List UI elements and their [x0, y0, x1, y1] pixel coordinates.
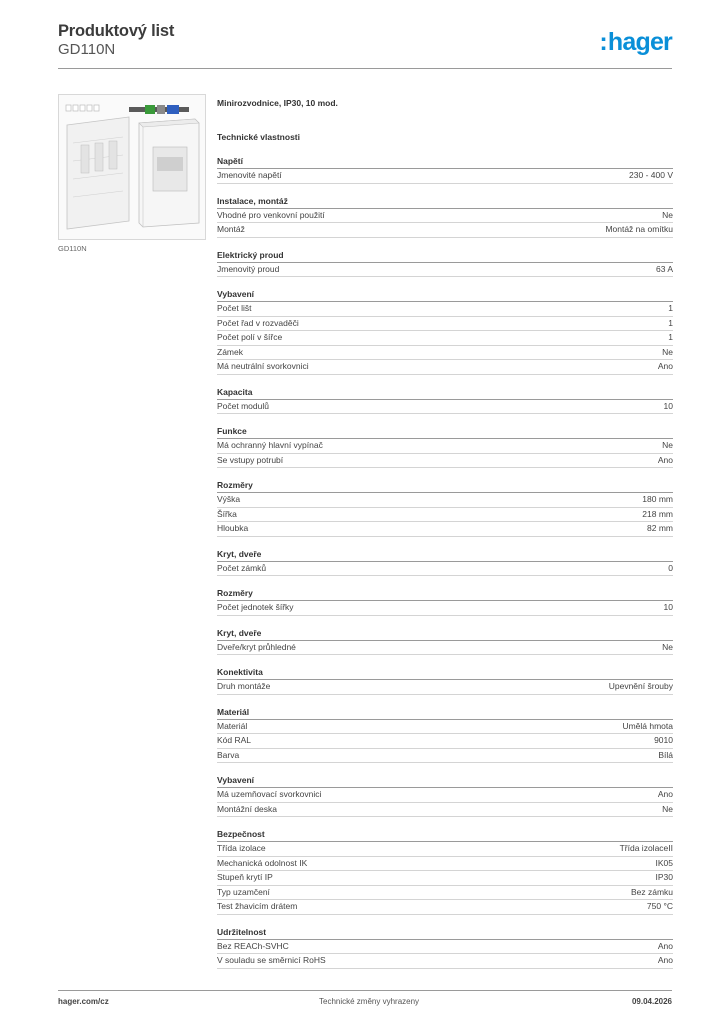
spec-section — [217, 627, 673, 656]
spec-value: 1 — [668, 332, 673, 342]
spec-label: Druh montáže — [217, 681, 271, 691]
spec-label: Vhodné pro venkovní použití — [217, 209, 325, 220]
hager-logo-text: hager — [607, 28, 672, 56]
spec-value: Třída izolaceII — [619, 843, 673, 853]
spec-value: 9010 — [654, 735, 673, 745]
spec-label: Počet zámků — [217, 562, 267, 573]
spec-value: 1 — [668, 303, 673, 313]
spec-label: Počet modulů — [217, 400, 269, 411]
spec-label: Hloubka — [217, 523, 249, 533]
spec-value: Ano — [657, 789, 673, 799]
spec-value: Ano — [657, 454, 673, 465]
spec-label: Materiál — [217, 720, 248, 731]
spec-label: Stupeň krytí IP — [217, 872, 273, 882]
spec-label: Třída izolace — [217, 843, 266, 853]
spec-section — [217, 548, 673, 577]
spec-section — [217, 926, 673, 969]
spec-row — [217, 263, 673, 278]
spec-row — [217, 508, 673, 523]
spec-label: Šířka — [217, 508, 237, 519]
footer-website: hager.com/cz — [58, 997, 109, 1006]
spec-row — [217, 209, 673, 224]
spec-section-title: Bezpečnost — [217, 828, 673, 842]
spec-label: V souladu se směrnicí RoHS — [217, 955, 326, 965]
spec-label: Výška — [217, 494, 241, 504]
spec-section — [217, 386, 673, 415]
product-code: GD110N — [58, 41, 116, 58]
spec-label: Počet polí v šířce — [217, 332, 283, 342]
spec-label: Se vstupy potrubí — [217, 454, 284, 465]
spec-section-title: Funkce — [217, 425, 673, 439]
spec-section-title: Udržitelnost — [217, 926, 673, 940]
spec-section-title: Rozměry — [217, 587, 673, 601]
spec-content — [217, 96, 673, 969]
spec-label: Test žhavicím drátem — [217, 901, 298, 911]
header-divider — [58, 68, 672, 69]
spec-row — [217, 522, 673, 537]
spec-value: 218 mm — [642, 508, 673, 519]
spec-label: Zámek — [217, 346, 243, 357]
spec-section — [217, 774, 673, 817]
footer-divider — [58, 990, 672, 991]
spec-value: 63 A — [655, 263, 673, 274]
spec-row — [217, 346, 673, 361]
spec-value: 230 - 400 V — [629, 170, 673, 180]
spec-row — [217, 302, 673, 317]
enclosure-illustration — [59, 95, 205, 239]
spec-value: Montáž na omítku — [605, 224, 673, 234]
spec-row — [217, 842, 673, 857]
spec-value: IK05 — [655, 857, 673, 868]
spec-section — [217, 288, 673, 375]
spec-section-title: Vybavení — [217, 774, 673, 788]
spec-value: Ne — [662, 209, 673, 220]
spec-label: Bez REACh-SVHC — [217, 940, 289, 951]
product-image — [58, 94, 206, 240]
spec-row — [217, 900, 673, 915]
spec-section — [217, 249, 673, 278]
spec-row — [217, 562, 673, 577]
spec-row — [217, 360, 673, 375]
spec-label: Má uzemňovací svorkovnici — [217, 789, 322, 799]
spec-sections — [217, 155, 673, 969]
spec-section — [217, 706, 673, 764]
spec-row — [217, 169, 673, 184]
spec-value: Ne — [662, 440, 673, 450]
spec-label: Má neutrální svorkovnici — [217, 361, 309, 371]
spec-row — [217, 803, 673, 818]
spec-section — [217, 587, 673, 616]
spec-value: IP30 — [655, 872, 673, 882]
spec-section-title: Napětí — [217, 155, 673, 169]
spec-value: 750 °C — [646, 901, 673, 911]
spec-section — [217, 479, 673, 537]
spec-section-title: Instalace, montáž — [217, 195, 673, 209]
spec-row — [217, 331, 673, 346]
spec-value: 82 mm — [647, 523, 673, 533]
spec-section — [217, 195, 673, 238]
spec-value: Ano — [657, 361, 673, 371]
spec-value: 1 — [668, 317, 673, 328]
spec-value: 180 mm — [642, 494, 673, 504]
spec-section — [217, 425, 673, 468]
spec-row — [217, 400, 673, 415]
spec-label: Počet lišt — [217, 303, 252, 313]
spec-label: Má ochranný hlavní vypínač — [217, 440, 323, 450]
page-title: Produktový list — [58, 22, 175, 40]
spec-value: Ano — [657, 955, 673, 965]
spec-value: Ano — [657, 940, 673, 951]
spec-section-title: Kryt, dveře — [217, 548, 673, 562]
spec-label: Montážní deska — [217, 803, 278, 814]
spec-label: Barva — [217, 749, 240, 760]
spec-label: Mechanická odolnost IK — [217, 857, 308, 868]
spec-label: Typ uzamčení — [217, 886, 270, 897]
spec-section-title: Kapacita — [217, 386, 673, 400]
spec-row — [217, 601, 673, 616]
spec-value: 0 — [668, 562, 673, 573]
page-header — [58, 20, 672, 70]
spec-row — [217, 871, 673, 886]
spec-value: Ne — [662, 641, 673, 652]
spec-value: Ne — [662, 346, 673, 357]
spec-row — [217, 454, 673, 469]
spec-row — [217, 734, 673, 749]
spec-section-title: Konektivita — [217, 666, 673, 680]
hager-logo: :hager — [599, 28, 672, 56]
footer-disclaimer: Technické změny vyhrazeny — [319, 997, 420, 1006]
spec-row — [217, 680, 673, 695]
spec-value: Bez zámku — [630, 886, 673, 897]
spec-label: Počet jednotek šířky — [217, 602, 294, 612]
spec-value: Ne — [662, 803, 673, 814]
spec-row — [217, 857, 673, 872]
spec-section-title: Kryt, dveře — [217, 627, 673, 641]
spec-row — [217, 749, 673, 764]
spec-section-title: Vybavení — [217, 288, 673, 302]
spec-section-title: Rozměry — [217, 479, 673, 493]
image-caption: GD110N — [58, 244, 87, 253]
spec-row — [217, 317, 673, 332]
spec-row — [217, 493, 673, 508]
spec-row — [217, 439, 673, 454]
product-description: Minirozvodnice, IP30, 10 mod. — [217, 98, 338, 108]
spec-section-title: Elektrický proud — [217, 249, 673, 263]
spec-section — [217, 155, 673, 184]
spec-section — [217, 666, 673, 695]
technical-properties-heading: Technické vlastnosti — [217, 132, 300, 142]
spec-label: Jmenovitý proud — [217, 263, 280, 274]
spec-value: Umělá hmota — [622, 720, 673, 731]
spec-label: Počet řad v rozvaděči — [217, 317, 299, 328]
spec-row — [217, 641, 673, 656]
spec-value: Upevnění šrouby — [608, 681, 673, 691]
spec-label: Montáž — [217, 224, 245, 234]
spec-row — [217, 886, 673, 901]
spec-value: 10 — [663, 602, 673, 612]
spec-row — [217, 788, 673, 803]
spec-row — [217, 223, 673, 238]
footer-date: 09.04.2026 — [631, 997, 672, 1006]
spec-row — [217, 720, 673, 735]
spec-section-title: Materiál — [217, 706, 673, 720]
spec-row — [217, 954, 673, 969]
spec-label: Dveře/kryt průhledné — [217, 641, 296, 652]
spec-value: Bílá — [658, 749, 673, 760]
spec-label: Kód RAL — [217, 735, 252, 745]
spec-section — [217, 828, 673, 915]
spec-row — [217, 940, 673, 955]
spec-value: 10 — [663, 400, 673, 411]
spec-label: Jmenovité napětí — [217, 170, 282, 180]
